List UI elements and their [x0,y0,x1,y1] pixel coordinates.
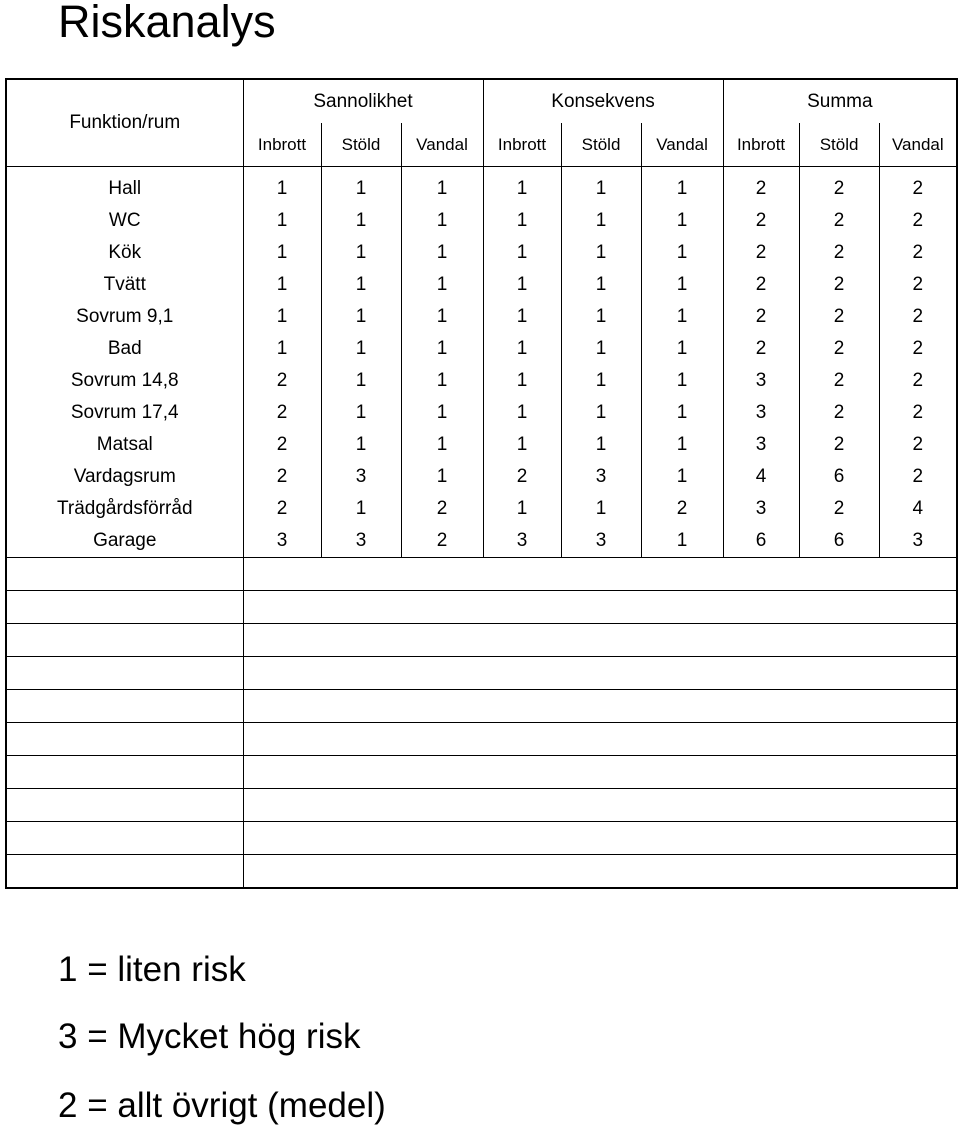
value-cell: 1 [321,397,401,429]
table-row [6,301,957,333]
sub-header: Vandal [879,123,957,167]
value-cell: 2 [799,333,879,365]
value-cell: 3 [723,493,799,525]
value-cell: 1 [561,333,641,365]
value-cell: 2 [879,269,957,301]
value-cell: 1 [321,205,401,237]
value-cell: 2 [723,167,799,206]
value-cell: 2 [879,461,957,493]
page-title: Riskanalys [58,0,276,47]
table-row [6,167,957,206]
value-cell: 1 [561,167,641,206]
sub-header: Stöld [561,123,641,167]
empty-cell [243,657,957,690]
value-cell: 2 [799,205,879,237]
legend-high-risk: 3 = Mycket hög risk [58,1017,361,1056]
value-cell: 2 [723,333,799,365]
value-cell: 3 [321,525,401,558]
value-cell: 3 [723,397,799,429]
value-cell: 1 [321,493,401,525]
value-cell: 3 [483,525,561,558]
value-cell: 1 [483,365,561,397]
value-cell: 2 [879,365,957,397]
value-cell: 1 [243,237,321,269]
value-cell: 2 [879,333,957,365]
value-cell: 1 [401,429,483,461]
empty-row [6,855,957,889]
value-cell: 2 [641,493,723,525]
value-cell: 1 [641,525,723,558]
value-cell: 1 [561,301,641,333]
value-cell: 1 [641,397,723,429]
value-cell: 2 [401,525,483,558]
value-cell: 1 [243,333,321,365]
value-cell: 2 [243,365,321,397]
value-cell: 2 [723,269,799,301]
value-cell: 1 [321,237,401,269]
room-name-cell: WC [6,205,243,237]
empty-cell [243,855,957,889]
value-cell: 1 [321,365,401,397]
empty-cell [6,657,243,690]
value-cell: 1 [243,167,321,206]
empty-cell [243,690,957,723]
value-cell: 1 [483,237,561,269]
group-header-summa: Summa [723,79,957,123]
value-cell: 1 [561,269,641,301]
value-cell: 1 [483,333,561,365]
sub-header: Vandal [401,123,483,167]
room-name-cell: Sovrum 9,1 [6,301,243,333]
room-name-cell: Sovrum 17,4 [6,397,243,429]
value-cell: 2 [243,397,321,429]
table-row [6,365,957,397]
sub-header: Inbrott [483,123,561,167]
empty-row [6,756,957,789]
value-cell: 1 [483,429,561,461]
value-cell: 1 [401,365,483,397]
legend-low-risk: 1 = liten risk [58,950,246,989]
empty-cell [6,591,243,624]
value-cell: 1 [401,167,483,206]
value-cell: 1 [641,333,723,365]
table-row [6,461,957,493]
value-cell: 1 [561,397,641,429]
value-cell: 2 [879,205,957,237]
value-cell: 3 [561,461,641,493]
value-cell: 2 [799,237,879,269]
table-body [6,167,957,889]
empty-cell [243,822,957,855]
empty-cell [6,756,243,789]
value-cell: 2 [799,429,879,461]
sub-header: Inbrott [723,123,799,167]
value-cell: 6 [799,525,879,558]
value-cell: 1 [561,237,641,269]
empty-cell [243,591,957,624]
legend-medium-risk: 2 = allt övrigt (medel) [58,1086,386,1125]
empty-cell [6,822,243,855]
value-cell: 2 [799,167,879,206]
value-cell: 1 [243,269,321,301]
empty-row [6,789,957,822]
value-cell: 1 [641,301,723,333]
value-cell: 2 [879,301,957,333]
value-cell: 2 [879,167,957,206]
value-cell: 1 [243,301,321,333]
value-cell: 3 [723,365,799,397]
group-header-row [6,79,957,123]
empty-cell [243,558,957,591]
empty-cell [6,624,243,657]
room-name-cell: Sovrum 14,8 [6,365,243,397]
value-cell: 1 [321,301,401,333]
room-name-cell: Bad [6,333,243,365]
value-cell: 3 [723,429,799,461]
empty-cell [243,723,957,756]
value-cell: 1 [641,205,723,237]
risk-table [5,78,958,889]
empty-row [6,657,957,690]
sub-header: Inbrott [243,123,321,167]
value-cell: 3 [243,525,321,558]
empty-row [6,723,957,756]
table-row [6,237,957,269]
value-cell: 1 [321,269,401,301]
value-cell: 1 [561,205,641,237]
value-cell: 1 [243,205,321,237]
room-name-cell: Tvätt [6,269,243,301]
value-cell: 1 [401,397,483,429]
value-cell: 1 [561,493,641,525]
value-cell: 2 [879,429,957,461]
room-name-cell: Trädgårdsförråd [6,493,243,525]
value-cell: 2 [243,493,321,525]
value-cell: 2 [879,397,957,429]
value-cell: 1 [401,205,483,237]
room-name-cell: Vardagsrum [6,461,243,493]
empty-row [6,822,957,855]
empty-cell [6,855,243,889]
value-cell: 3 [879,525,957,558]
value-cell: 1 [401,461,483,493]
sub-header: Stöld [321,123,401,167]
value-cell: 6 [723,525,799,558]
value-cell: 2 [243,429,321,461]
room-name-cell: Kök [6,237,243,269]
value-cell: 1 [483,397,561,429]
value-cell: 1 [641,237,723,269]
empty-row [6,690,957,723]
value-cell: 2 [799,269,879,301]
group-header-sannolikhet: Sannolikhet [243,79,483,123]
value-cell: 1 [401,237,483,269]
value-cell: 1 [321,333,401,365]
value-cell: 4 [723,461,799,493]
empty-row [6,591,957,624]
value-cell: 2 [799,301,879,333]
table-row [6,269,957,301]
value-cell: 1 [641,429,723,461]
empty-row [6,624,957,657]
room-name-cell: Hall [6,167,243,206]
value-cell: 1 [483,205,561,237]
value-cell: 1 [561,429,641,461]
room-name-cell: Garage [6,525,243,558]
table-row [6,429,957,461]
value-cell: 2 [723,205,799,237]
value-cell: 1 [483,493,561,525]
empty-cell [243,624,957,657]
value-cell: 1 [641,167,723,206]
value-cell: 1 [641,461,723,493]
empty-row [6,558,957,591]
value-cell: 1 [483,301,561,333]
value-cell: 2 [483,461,561,493]
value-cell: 1 [321,429,401,461]
table-row [6,493,957,525]
value-cell: 1 [561,365,641,397]
sub-header: Vandal [641,123,723,167]
room-name-cell: Matsal [6,429,243,461]
value-cell: 1 [641,365,723,397]
room-column-header: Funktion/rum [6,79,243,167]
value-cell: 1 [401,333,483,365]
empty-cell [6,558,243,591]
value-cell: 2 [799,397,879,429]
value-cell: 1 [641,269,723,301]
table-row [6,205,957,237]
empty-cell [6,723,243,756]
table-row [6,333,957,365]
value-cell: 1 [483,269,561,301]
value-cell: 2 [723,237,799,269]
empty-cell [6,690,243,723]
sub-header: Stöld [799,123,879,167]
table-row [6,397,957,429]
value-cell: 4 [879,493,957,525]
empty-cell [243,789,957,822]
value-cell: 3 [321,461,401,493]
value-cell: 1 [401,269,483,301]
table-row [6,525,957,558]
value-cell: 2 [879,237,957,269]
empty-cell [6,789,243,822]
value-cell: 2 [799,365,879,397]
value-cell: 1 [401,301,483,333]
value-cell: 6 [799,461,879,493]
value-cell: 2 [401,493,483,525]
value-cell: 2 [243,461,321,493]
group-header-konsekvens: Konsekvens [483,79,723,123]
value-cell: 1 [321,167,401,206]
value-cell: 1 [483,167,561,206]
value-cell: 2 [799,493,879,525]
value-cell: 3 [561,525,641,558]
empty-cell [243,756,957,789]
value-cell: 2 [723,301,799,333]
